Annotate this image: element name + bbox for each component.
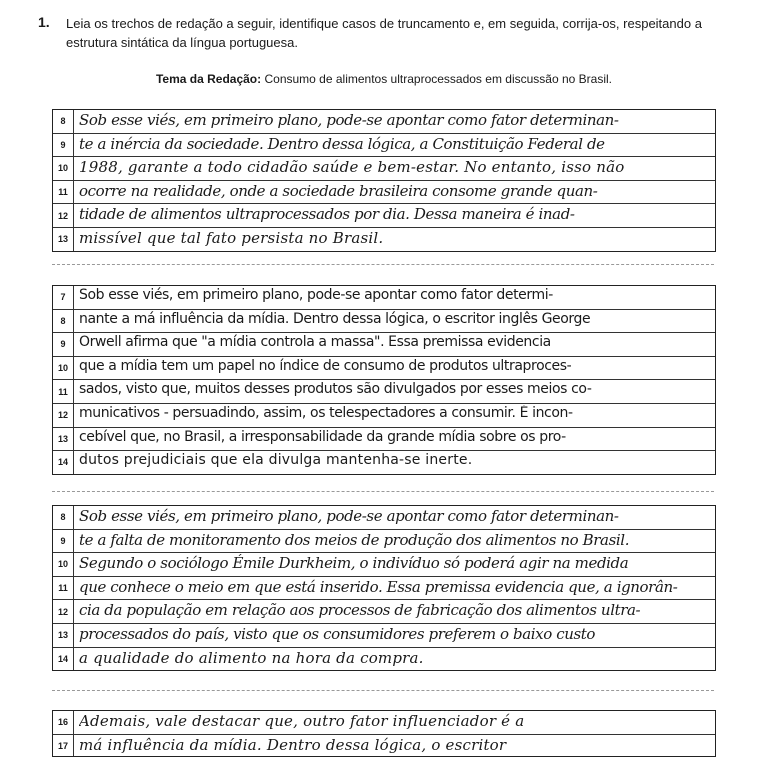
line-text: Orwell afirma que "a mídia controla a massa". Essa premissa evidencia [79,334,551,351]
line-number: 16 [53,711,74,734]
excerpt-2 [52,285,716,475]
line-text: Sob esse viés, em primeiro plano, pode-se apontar como fator determi- [79,287,553,303]
question-text: Leia os trechos de redação a seguir, identifique casos de truncamento e, em seguida, corrija-os, respeitando a estrutura sintática da língua portuguesa. [66,16,702,50]
excerpt-line [53,530,715,554]
line-text: te a inércia da sociedade. Dentro dessa lógica, a Constituição Federal de [79,134,605,153]
excerpt-line [53,357,715,381]
line-number: 7 [53,286,74,309]
line-text: que a mídia tem um papel no índice de consumo de produtos ultraproces- [79,357,572,374]
line-text: Sob esse viés, em primeiro plano, pode-se apontar como fator determinan- [79,507,619,525]
excerpt-line [53,204,715,228]
line-number: 8 [53,110,74,133]
line-text: nante a má influência da mídia. Dentro dessa lógica, o escritor inglês George [79,310,591,327]
line-number: 13 [53,624,74,647]
line-text: municativos - persuadindo, assim, os telespectadores a consumir. É incon- [79,404,573,421]
question-number: 1. [38,14,50,30]
excerpt-line [53,333,715,357]
excerpt-line [53,553,715,577]
theme-label: Tema da Redação: [155,72,262,86]
line-number: 14 [53,648,74,671]
line-text: que conhece o meio em que está inserido. Essa premissa evidencia que, a ignorân- [79,577,678,596]
line-text: te a falta de monitoramento dos meios de produção dos alimentos no Brasil. [79,530,630,549]
line-text: tidade de alimentos ultraprocessados por dia. Dessa maneira é inad- [79,205,575,224]
excerpt-line [53,181,715,205]
line-text: ocorre na realidade, onde a sociedade brasileira consome grande quan- [79,181,598,200]
excerpt-line [53,110,715,134]
line-text: Ademais, vale destacar que, outro fator influenciador é a [79,712,525,730]
separator-rule [52,690,714,691]
line-text: Sob esse viés, em primeiro plano, pode-se apontar como fator determinan- [79,111,619,129]
excerpt-line [53,506,715,530]
line-number: 11 [53,380,74,403]
excerpt-line [53,648,715,671]
line-number: 12 [53,204,74,227]
line-number: 11 [53,181,74,204]
excerpt-line [53,404,715,428]
excerpt-line [53,451,715,474]
excerpt-3 [52,505,716,671]
line-text: a qualidade do alimento na hora da compra. [79,648,424,667]
line-text: cia da população em relação aos processos de fabricação dos alimentos ultra- [79,601,641,620]
line-number: 8 [53,506,74,529]
excerpt-line [53,428,715,452]
excerpt-line [53,735,715,757]
line-number: 17 [53,735,74,757]
line-text: processados do país, visto que os consumidores preferem o baixo custo [79,624,596,643]
line-text: má influência da mídia. Dentro dessa lógica, o escritor [79,735,507,754]
excerpt-line [53,228,715,251]
excerpt-1 [52,109,716,252]
excerpt-line [53,577,715,601]
excerpt-line [53,600,715,624]
line-number: 13 [53,228,74,251]
line-number: 12 [53,600,74,623]
excerpt-line [53,134,715,158]
line-number: 10 [53,357,74,380]
line-text: Segundo o sociólogo Émile Durkheim, o indivíduo só poderá agir na medida [79,554,629,573]
line-text: sados, visto que, muitos desses produtos são divulgados por esses meios co- [79,381,592,398]
line-text: missível que tal fato persista no Brasil. [79,228,384,247]
line-number: 8 [53,310,74,333]
excerpt-line [53,380,715,404]
line-number: 12 [53,404,74,427]
line-number: 10 [53,157,74,180]
excerpt-line [53,286,715,310]
line-number: 9 [53,530,74,553]
essay-theme [0,72,768,86]
excerpt-line [53,310,715,334]
theme-value: Consumo de alimentos ultraprocessados em discussão no Brasil. [264,72,612,86]
line-number: 11 [53,577,74,600]
line-number: 9 [53,134,74,157]
excerpt-line [53,711,715,735]
line-text: 1988, garante a todo cidadão saúde e bem-estar. No entanto, isso não [79,158,625,177]
separator-rule [52,491,714,492]
line-number: 14 [53,451,74,474]
line-text: cebível que, no Brasil, a irresponsabilidade da grande mídia sobre os pro- [79,428,566,445]
separator-rule [52,264,714,265]
line-number: 10 [53,553,74,576]
excerpt-line [53,624,715,648]
line-text: dutos prejudiciais que ela divulga mantenha-se inerte. [79,452,473,469]
excerpt-line [53,157,715,181]
line-number: 13 [53,428,74,451]
line-number: 9 [53,333,74,356]
